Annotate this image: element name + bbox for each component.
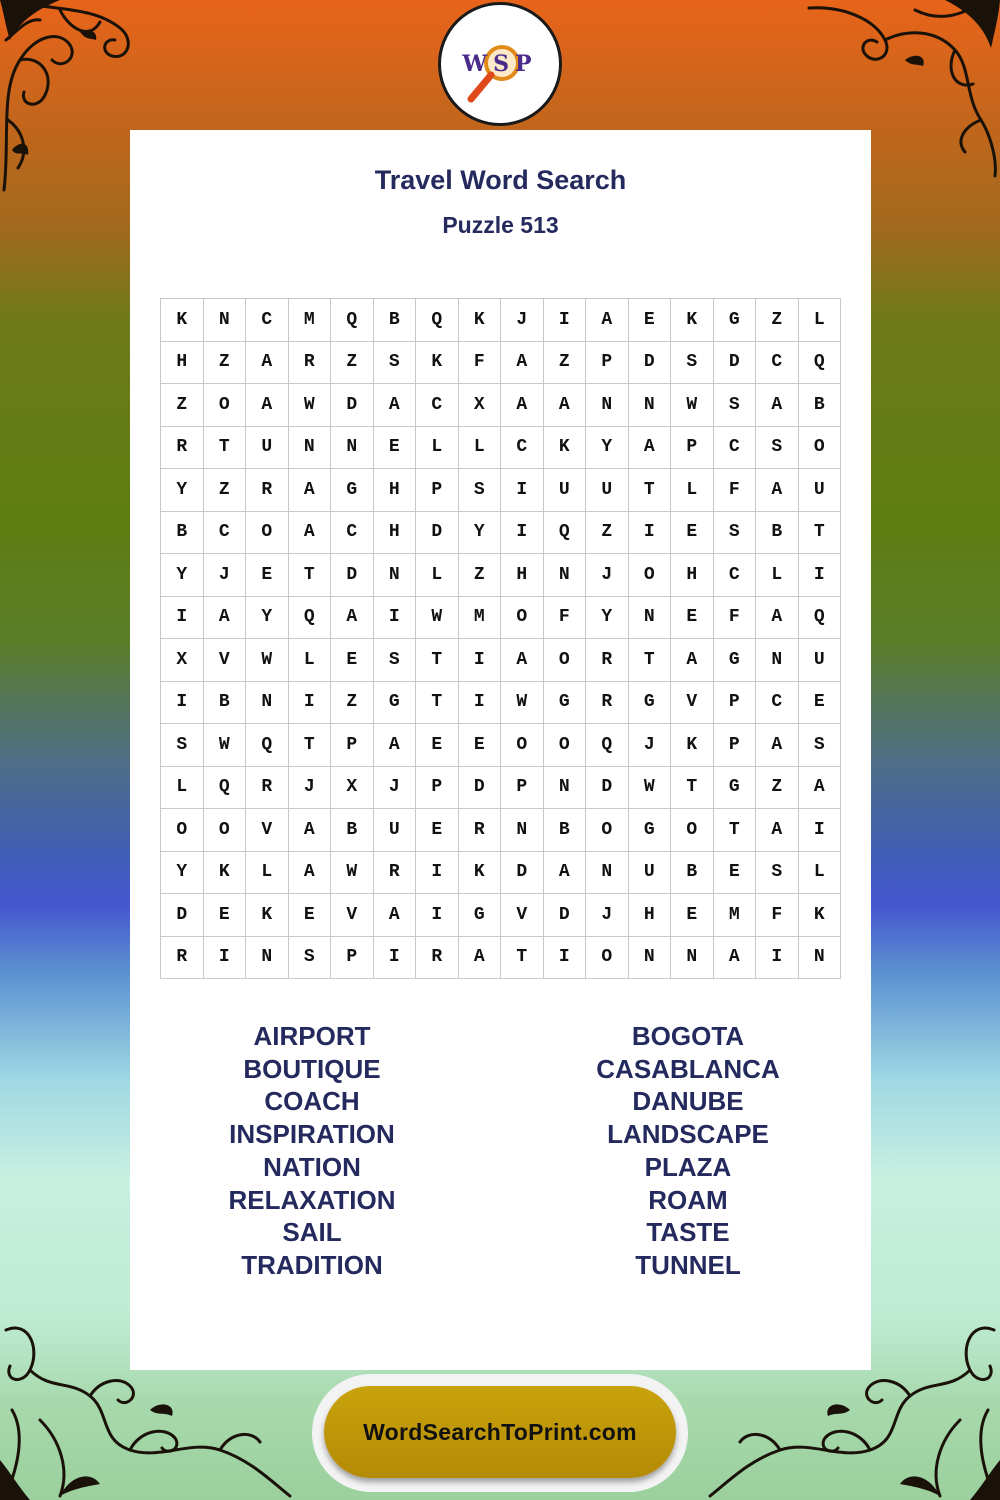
grid-cell[interactable]: T xyxy=(416,639,459,682)
word-item: NATION xyxy=(263,1151,361,1182)
grid-cell[interactable]: S xyxy=(671,341,714,384)
word-item: CASABLANCA xyxy=(596,1053,780,1084)
grid-cell[interactable]: S xyxy=(713,384,756,427)
word-list-left xyxy=(162,1020,462,1282)
grid-cell[interactable]: E xyxy=(331,639,374,682)
grid-cell[interactable]: J xyxy=(628,724,671,767)
grid-cell[interactable]: C xyxy=(416,384,459,427)
grid-cell[interactable]: T xyxy=(288,724,331,767)
grid-cell[interactable]: D xyxy=(161,894,204,937)
grid-cell[interactable]: Z xyxy=(458,554,501,597)
grid-cell[interactable]: H xyxy=(161,341,204,384)
grid-cell[interactable]: O xyxy=(501,596,544,639)
website-link-button[interactable] xyxy=(324,1386,676,1478)
grid-cell[interactable]: O xyxy=(246,511,289,554)
grid-cell[interactable]: E xyxy=(671,596,714,639)
grid-cell[interactable]: L xyxy=(246,851,289,894)
word-item: AIRPORT xyxy=(253,1021,371,1051)
grid-cell[interactable]: E xyxy=(671,894,714,937)
grid-cell[interactable]: R xyxy=(161,936,204,979)
grid-cell[interactable]: J xyxy=(288,766,331,809)
grid-cell[interactable]: O xyxy=(203,384,246,427)
grid-cell[interactable]: F xyxy=(543,596,586,639)
grid-row xyxy=(161,851,841,894)
grid-cell[interactable]: A xyxy=(756,809,799,852)
grid-cell[interactable]: D xyxy=(628,341,671,384)
grid-cell[interactable]: R xyxy=(161,426,204,469)
grid-cell[interactable]: Q xyxy=(331,299,374,342)
grid-cell[interactable]: A xyxy=(288,469,331,512)
grid-cell[interactable]: I xyxy=(501,469,544,512)
grid-cell[interactable]: T xyxy=(288,554,331,597)
grid-cell[interactable]: N xyxy=(628,384,671,427)
word-item: LANDSCAPE xyxy=(607,1119,769,1150)
grid-cell[interactable]: W xyxy=(203,724,246,767)
grid-cell[interactable]: M xyxy=(713,894,756,937)
grid-cell[interactable]: A xyxy=(501,384,544,427)
grid-cell[interactable]: S xyxy=(373,341,416,384)
grid-cell[interactable]: T xyxy=(798,511,841,554)
grid-cell[interactable]: I xyxy=(798,809,841,852)
grid-cell[interactable]: C xyxy=(756,681,799,724)
grid-cell[interactable]: R xyxy=(246,469,289,512)
grid-cell[interactable]: T xyxy=(203,426,246,469)
grid-cell[interactable]: B xyxy=(331,809,374,852)
grid-cell[interactable]: I xyxy=(161,596,204,639)
grid-cell[interactable]: E xyxy=(246,554,289,597)
grid-cell[interactable]: L xyxy=(798,299,841,342)
word-item: ROAM xyxy=(648,1184,728,1215)
grid-cell[interactable]: S xyxy=(756,851,799,894)
grid-cell[interactable]: O xyxy=(543,639,586,682)
grid-cell[interactable]: J xyxy=(373,766,416,809)
grid-cell[interactable]: H xyxy=(373,469,416,512)
grid-cell[interactable]: H xyxy=(373,511,416,554)
grid-cell[interactable]: L xyxy=(288,639,331,682)
grid-cell[interactable]: I xyxy=(203,936,246,979)
grid-cell[interactable]: H xyxy=(671,554,714,597)
grid-cell[interactable]: C xyxy=(331,511,374,554)
grid-cell[interactable]: C xyxy=(203,511,246,554)
grid-cell[interactable]: C xyxy=(713,554,756,597)
grid-row xyxy=(161,936,841,979)
grid-row xyxy=(161,384,841,427)
grid-cell[interactable]: A xyxy=(756,469,799,512)
grid-cell[interactable]: Y xyxy=(161,469,204,512)
grid-row xyxy=(161,511,841,554)
grid-cell[interactable]: L xyxy=(671,469,714,512)
grid-cell[interactable]: Q xyxy=(246,724,289,767)
grid-cell[interactable]: W xyxy=(628,766,671,809)
grid-cell[interactable]: V xyxy=(671,681,714,724)
grid-cell[interactable]: R xyxy=(416,936,459,979)
grid-cell[interactable]: Q xyxy=(586,724,629,767)
grid-cell[interactable]: N xyxy=(331,426,374,469)
grid-cell[interactable]: K xyxy=(671,724,714,767)
grid-cell[interactable]: J xyxy=(501,299,544,342)
grid-cell[interactable]: H xyxy=(501,554,544,597)
grid-cell[interactable]: D xyxy=(331,384,374,427)
grid-row xyxy=(161,894,841,937)
grid-row xyxy=(161,681,841,724)
grid-cell[interactable]: A xyxy=(246,384,289,427)
grid-cell[interactable]: P xyxy=(416,469,459,512)
grid-cell[interactable]: E xyxy=(373,426,416,469)
grid-cell[interactable]: F xyxy=(756,894,799,937)
grid-cell[interactable]: X xyxy=(161,639,204,682)
grid-cell[interactable]: B xyxy=(756,511,799,554)
word-item: COACH xyxy=(264,1086,360,1117)
grid-cell[interactable]: G xyxy=(628,681,671,724)
grid-cell[interactable]: Y xyxy=(161,554,204,597)
grid-cell[interactable]: E xyxy=(416,809,459,852)
grid-cell[interactable]: P xyxy=(586,341,629,384)
grid-cell[interactable]: S xyxy=(756,426,799,469)
grid-cell[interactable]: O xyxy=(798,426,841,469)
grid-row xyxy=(161,299,841,342)
grid-cell[interactable]: F xyxy=(713,596,756,639)
grid-cell[interactable]: O xyxy=(586,936,629,979)
grid-cell[interactable]: S xyxy=(798,724,841,767)
grid-cell[interactable]: L xyxy=(458,426,501,469)
grid-cell[interactable]: B xyxy=(161,511,204,554)
grid-cell[interactable]: A xyxy=(203,596,246,639)
grid-cell[interactable]: B xyxy=(543,809,586,852)
grid-cell[interactable]: A xyxy=(458,936,501,979)
grid-cell[interactable]: L xyxy=(798,851,841,894)
puzzle-number: Puzzle 513 xyxy=(442,212,559,238)
grid-cell[interactable]: S xyxy=(713,511,756,554)
grid-cell[interactable]: U xyxy=(798,469,841,512)
grid-cell[interactable]: X xyxy=(458,384,501,427)
grid-cell[interactable]: F xyxy=(458,341,501,384)
grid-cell[interactable]: C xyxy=(246,299,289,342)
grid-row xyxy=(161,341,841,384)
grid-cell[interactable]: I xyxy=(416,894,459,937)
grid-cell[interactable]: V xyxy=(246,809,289,852)
grid-cell[interactable]: L xyxy=(756,554,799,597)
grid-cell[interactable]: R xyxy=(586,681,629,724)
grid-cell[interactable]: C xyxy=(713,426,756,469)
grid-cell[interactable]: S xyxy=(458,469,501,512)
grid-cell[interactable]: N xyxy=(203,299,246,342)
grid-cell[interactable]: D xyxy=(501,851,544,894)
grid-cell[interactable]: I xyxy=(628,511,671,554)
grid-cell[interactable]: P xyxy=(713,724,756,767)
grid-cell[interactable]: R xyxy=(288,341,331,384)
grid-cell[interactable]: I xyxy=(288,681,331,724)
word-item: BOGOTA xyxy=(631,1021,745,1051)
grid-row xyxy=(161,426,841,469)
grid-row xyxy=(161,766,841,809)
grid-cell[interactable]: O xyxy=(628,554,671,597)
grid-cell[interactable]: N xyxy=(288,426,331,469)
grid-cell[interactable]: W xyxy=(246,639,289,682)
grid-cell[interactable]: I xyxy=(161,681,204,724)
grid-cell[interactable]: G xyxy=(543,681,586,724)
grid-cell[interactable]: A xyxy=(586,299,629,342)
grid-cell[interactable]: P xyxy=(416,766,459,809)
grid-cell[interactable]: A xyxy=(501,639,544,682)
word-item: SAIL xyxy=(282,1217,342,1248)
grid-cell[interactable]: V xyxy=(203,639,246,682)
grid-cell[interactable]: G xyxy=(373,681,416,724)
grid-cell[interactable]: J xyxy=(203,554,246,597)
grid-cell[interactable]: Z xyxy=(331,681,374,724)
word-item: TRADITION xyxy=(241,1249,383,1280)
grid-cell[interactable]: E xyxy=(416,724,459,767)
grid-cell[interactable]: U xyxy=(628,851,671,894)
grid-cell[interactable]: E xyxy=(713,851,756,894)
grid-cell[interactable]: D xyxy=(416,511,459,554)
word-item: BOUTIQUE xyxy=(243,1053,381,1084)
grid-cell[interactable]: W xyxy=(416,596,459,639)
grid-cell[interactable]: A xyxy=(713,936,756,979)
grid-cell[interactable]: T xyxy=(501,936,544,979)
grid-cell[interactable]: N xyxy=(628,596,671,639)
grid-cell[interactable]: M xyxy=(458,596,501,639)
grid-cell[interactable]: D xyxy=(331,554,374,597)
grid-cell[interactable]: J xyxy=(586,894,629,937)
grid-cell[interactable]: S xyxy=(373,639,416,682)
grid-cell[interactable]: I xyxy=(501,511,544,554)
grid-cell[interactable]: Z xyxy=(756,766,799,809)
grid-cell[interactable]: P xyxy=(713,681,756,724)
word-item: TASTE xyxy=(646,1217,730,1248)
grid-cell[interactable]: W xyxy=(671,384,714,427)
grid-cell[interactable]: I xyxy=(543,936,586,979)
grid-cell[interactable]: G xyxy=(713,766,756,809)
grid-cell[interactable]: U xyxy=(586,469,629,512)
grid-row xyxy=(161,724,841,767)
grid-cell[interactable]: Z xyxy=(203,469,246,512)
grid-cell[interactable]: K xyxy=(416,341,459,384)
grid-cell[interactable]: G xyxy=(628,809,671,852)
grid-cell[interactable]: K xyxy=(798,894,841,937)
grid-cell[interactable]: V xyxy=(331,894,374,937)
grid-row xyxy=(161,639,841,682)
grid-cell[interactable]: Y xyxy=(246,596,289,639)
grid-cell[interactable]: Y xyxy=(586,596,629,639)
grid-cell[interactable]: P xyxy=(331,936,374,979)
grid-cell[interactable]: A xyxy=(543,851,586,894)
grid-cell[interactable]: I xyxy=(458,681,501,724)
grid-cell[interactable]: O xyxy=(161,809,204,852)
grid-cell[interactable]: W xyxy=(501,681,544,724)
grid-cell[interactable]: Q xyxy=(798,341,841,384)
grid-cell[interactable]: B xyxy=(671,851,714,894)
grid-cell[interactable]: U xyxy=(543,469,586,512)
grid-cell[interactable]: T xyxy=(713,809,756,852)
puzzle-title: Travel Word Search xyxy=(374,165,627,195)
grid-cell[interactable]: K xyxy=(458,851,501,894)
grid-cell[interactable]: E xyxy=(203,894,246,937)
grid-cell[interactable]: U xyxy=(246,426,289,469)
grid-cell[interactable]: U xyxy=(373,809,416,852)
grid-cell[interactable]: N xyxy=(246,936,289,979)
grid-cell[interactable]: E xyxy=(671,511,714,554)
grid-cell[interactable]: A xyxy=(628,426,671,469)
grid-cell[interactable]: Z xyxy=(756,299,799,342)
grid-cell[interactable]: N xyxy=(586,384,629,427)
grid-cell[interactable]: A xyxy=(246,341,289,384)
grid-cell[interactable]: Q xyxy=(288,596,331,639)
grid-cell[interactable]: N xyxy=(586,851,629,894)
grid-cell[interactable]: C xyxy=(756,341,799,384)
grid-cell[interactable]: K xyxy=(543,426,586,469)
grid-cell[interactable]: A xyxy=(288,809,331,852)
grid-cell[interactable]: H xyxy=(628,894,671,937)
grid-cell[interactable]: S xyxy=(161,724,204,767)
grid-cell[interactable]: A xyxy=(756,596,799,639)
grid-row xyxy=(161,809,841,852)
puzzle-sheet xyxy=(130,130,871,1370)
grid-cell[interactable]: I xyxy=(756,936,799,979)
grid-cell[interactable]: N xyxy=(756,639,799,682)
grid-cell[interactable]: A xyxy=(756,724,799,767)
grid-cell[interactable]: N xyxy=(373,554,416,597)
grid-cell[interactable]: L xyxy=(161,766,204,809)
grid-cell[interactable]: C xyxy=(501,426,544,469)
grid-cell[interactable]: A xyxy=(798,766,841,809)
grid-cell[interactable]: I xyxy=(543,299,586,342)
grid-cell[interactable]: B xyxy=(373,299,416,342)
grid-cell[interactable]: A xyxy=(373,894,416,937)
grid-cell[interactable]: O xyxy=(501,724,544,767)
grid-cell[interactable]: Y xyxy=(161,851,204,894)
grid-cell[interactable]: T xyxy=(628,639,671,682)
grid-cell[interactable]: A xyxy=(373,384,416,427)
word-item: INSPIRATION xyxy=(229,1119,395,1150)
grid-cell[interactable]: A xyxy=(501,341,544,384)
grid-cell[interactable]: D xyxy=(586,766,629,809)
grid-cell[interactable]: A xyxy=(288,851,331,894)
grid-cell[interactable]: A xyxy=(756,384,799,427)
grid-cell[interactable]: J xyxy=(586,554,629,597)
grid-cell[interactable]: K xyxy=(161,299,204,342)
grid-cell[interactable]: V xyxy=(501,894,544,937)
grid-cell[interactable]: L xyxy=(416,426,459,469)
grid-cell[interactable]: R xyxy=(246,766,289,809)
grid-cell[interactable]: I xyxy=(458,639,501,682)
website-link-label: WordSearchToPrint.com xyxy=(363,1418,637,1445)
grid-cell[interactable]: N xyxy=(671,936,714,979)
grid-cell[interactable]: I xyxy=(798,554,841,597)
grid-cell[interactable]: N xyxy=(798,936,841,979)
grid-cell[interactable]: W xyxy=(288,384,331,427)
grid-cell[interactable]: F xyxy=(713,469,756,512)
grid-cell[interactable]: O xyxy=(543,724,586,767)
grid-cell[interactable]: B xyxy=(203,681,246,724)
grid-cell[interactable]: Q xyxy=(798,596,841,639)
grid-cell[interactable]: N xyxy=(501,809,544,852)
letter-grid xyxy=(160,298,841,979)
grid-cell[interactable]: K xyxy=(246,894,289,937)
grid-cell[interactable]: Z xyxy=(203,341,246,384)
grid-cell[interactable]: T xyxy=(416,681,459,724)
grid-cell[interactable]: P xyxy=(671,426,714,469)
grid-cell[interactable]: Z xyxy=(586,511,629,554)
grid-cell[interactable]: N xyxy=(628,936,671,979)
grid-row xyxy=(161,596,841,639)
site-logo[interactable] xyxy=(438,2,562,126)
grid-cell[interactable]: X xyxy=(331,766,374,809)
grid-cell[interactable]: B xyxy=(798,384,841,427)
word-item: PLAZA xyxy=(644,1151,732,1182)
grid-cell[interactable]: O xyxy=(586,809,629,852)
word-item: DANUBE xyxy=(632,1086,744,1117)
grid-cell[interactable]: M xyxy=(288,299,331,342)
grid-cell[interactable]: Q xyxy=(416,299,459,342)
word-list-right xyxy=(538,1020,838,1282)
grid-row xyxy=(161,469,841,512)
grid-cell[interactable]: Z xyxy=(331,341,374,384)
grid-cell[interactable]: S xyxy=(288,936,331,979)
grid-row xyxy=(161,554,841,597)
grid-cell[interactable]: T xyxy=(671,766,714,809)
grid-cell[interactable]: P xyxy=(501,766,544,809)
grid-cell[interactable]: Q xyxy=(203,766,246,809)
grid-cell[interactable]: R xyxy=(586,639,629,682)
grid-cell[interactable]: A xyxy=(373,724,416,767)
top-left-ornament xyxy=(0,0,140,200)
grid-cell[interactable]: I xyxy=(373,936,416,979)
grid-cell[interactable]: E xyxy=(798,681,841,724)
grid-cell[interactable]: L xyxy=(416,554,459,597)
grid-cell[interactable]: R xyxy=(458,809,501,852)
grid-cell[interactable]: O xyxy=(203,809,246,852)
grid-cell[interactable]: K xyxy=(458,299,501,342)
word-item: TUNNEL xyxy=(635,1249,741,1280)
grid-cell[interactable]: A xyxy=(288,511,331,554)
grid-cell[interactable]: P xyxy=(331,724,374,767)
grid-cell[interactable]: Z xyxy=(543,341,586,384)
grid-cell[interactable]: K xyxy=(203,851,246,894)
grid-cell[interactable]: G xyxy=(713,299,756,342)
grid-cell[interactable]: E xyxy=(458,724,501,767)
grid-cell[interactable]: U xyxy=(798,639,841,682)
grid-cell[interactable]: D xyxy=(458,766,501,809)
grid-cell[interactable]: T xyxy=(628,469,671,512)
grid-cell[interactable]: G xyxy=(458,894,501,937)
grid-cell[interactable]: E xyxy=(628,299,671,342)
grid-cell[interactable]: A xyxy=(671,639,714,682)
grid-cell[interactable]: D xyxy=(543,894,586,937)
word-item: RELAXATION xyxy=(228,1184,396,1215)
grid-cell[interactable]: N xyxy=(246,681,289,724)
grid-cell[interactable]: W xyxy=(331,851,374,894)
grid-cell[interactable]: O xyxy=(671,809,714,852)
grid-cell[interactable]: D xyxy=(713,341,756,384)
grid-cell[interactable]: Y xyxy=(586,426,629,469)
grid-cell[interactable]: E xyxy=(288,894,331,937)
grid-cell[interactable]: K xyxy=(671,299,714,342)
grid-cell[interactable]: G xyxy=(331,469,374,512)
grid-cell[interactable]: G xyxy=(713,639,756,682)
grid-cell[interactable]: N xyxy=(543,766,586,809)
grid-cell[interactable]: A xyxy=(543,384,586,427)
grid-cell[interactable]: A xyxy=(331,596,374,639)
logo-letters: WSP xyxy=(462,51,538,77)
grid-cell[interactable]: I xyxy=(373,596,416,639)
grid-cell[interactable]: Y xyxy=(458,511,501,554)
grid-cell[interactable]: Q xyxy=(543,511,586,554)
grid-cell[interactable]: N xyxy=(543,554,586,597)
grid-cell[interactable]: I xyxy=(416,851,459,894)
grid-cell[interactable]: R xyxy=(373,851,416,894)
grid-cell[interactable]: Z xyxy=(161,384,204,427)
